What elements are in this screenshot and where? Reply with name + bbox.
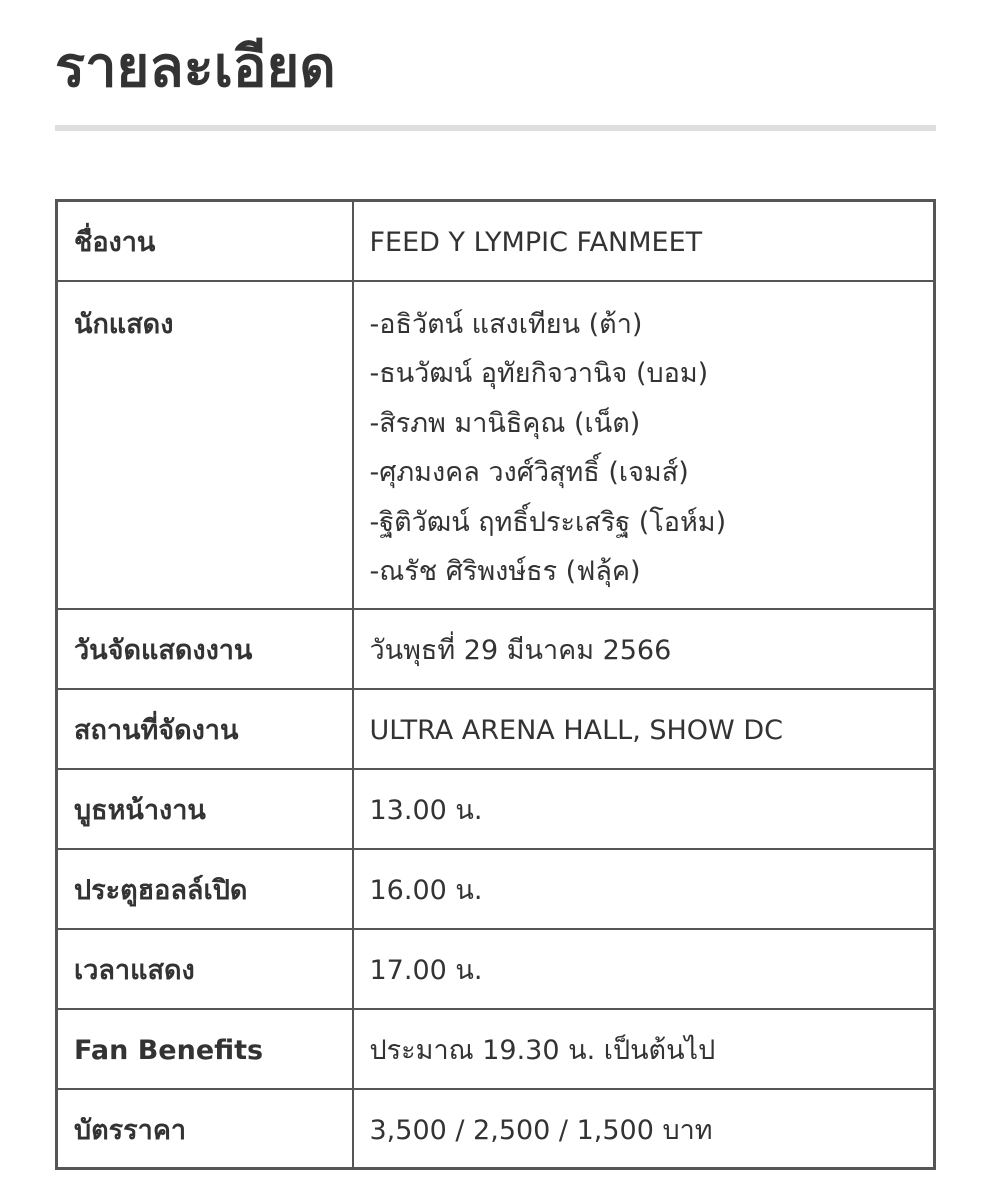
label-event-name: ชื่องาน — [57, 201, 353, 281]
value-show-time: 17.00 น. — [353, 929, 935, 1009]
label-show-date: วันจัดแสดงงาน — [57, 609, 353, 689]
row-show-time — [57, 929, 935, 1009]
performer-item: -ฐิติวัฒน์ ฤทธิ์ประเสริฐ (โอห์ม) — [369, 506, 727, 538]
value-ticket-price: 3,500 / 2,500 / 1,500 บาท — [353, 1089, 935, 1169]
label-show-time: เวลาแสดง — [57, 929, 353, 1009]
row-booth — [57, 769, 935, 849]
row-hall-open — [57, 849, 935, 929]
label-performers: นักแสดง — [57, 281, 353, 609]
performer-item: -ธนวัฒน์ อุทัยกิจวานิจ (บอม) — [369, 358, 709, 389]
value-hall-open: 16.00 น. — [353, 849, 935, 929]
label-booth: บูธหน้างาน — [57, 769, 353, 849]
value-venue: ULTRA ARENA HALL, SHOW DC — [353, 689, 935, 769]
performer-item: -สิรภพ มานิธิคุณ (เน็ต) — [369, 407, 641, 439]
row-event-name — [57, 201, 935, 281]
row-venue — [57, 689, 935, 769]
value-performers — [353, 281, 935, 609]
row-fan-benefits — [57, 1009, 935, 1089]
value-booth: 13.00 น. — [353, 769, 935, 849]
label-ticket-price: บัตรราคา — [57, 1089, 353, 1169]
label-venue: สถานที่จัดงาน — [57, 689, 353, 769]
performer-item: -ณรัช ศิริพงษ์ธร (ฟลุ้ค) — [369, 556, 641, 587]
label-hall-open: ประตูฮอลล์เปิด — [57, 849, 353, 929]
event-details-table — [55, 199, 936, 1170]
page-title: รายละเอียด — [55, 35, 336, 100]
value-show-date: วันพุธที่ 29 มีนาคม 2566 — [353, 609, 935, 689]
value-fan-benefits: ประมาณ 19.30 น. เป็นต้นไป — [353, 1009, 935, 1089]
performer-item: -อธิวัตน์ แสงเทียน (ต้า) — [369, 308, 643, 340]
row-performers — [57, 281, 935, 609]
title-divider — [55, 125, 936, 131]
row-show-date — [57, 609, 935, 689]
label-fan-benefits: Fan Benefits — [57, 1009, 353, 1089]
performer-item: -ศุภมงคล วงศ์วิสุทธิ์ (เจมส์) — [369, 457, 689, 488]
value-event-name: FEED Y LYMPIC FANMEET — [353, 201, 935, 281]
row-ticket-price — [57, 1089, 935, 1169]
